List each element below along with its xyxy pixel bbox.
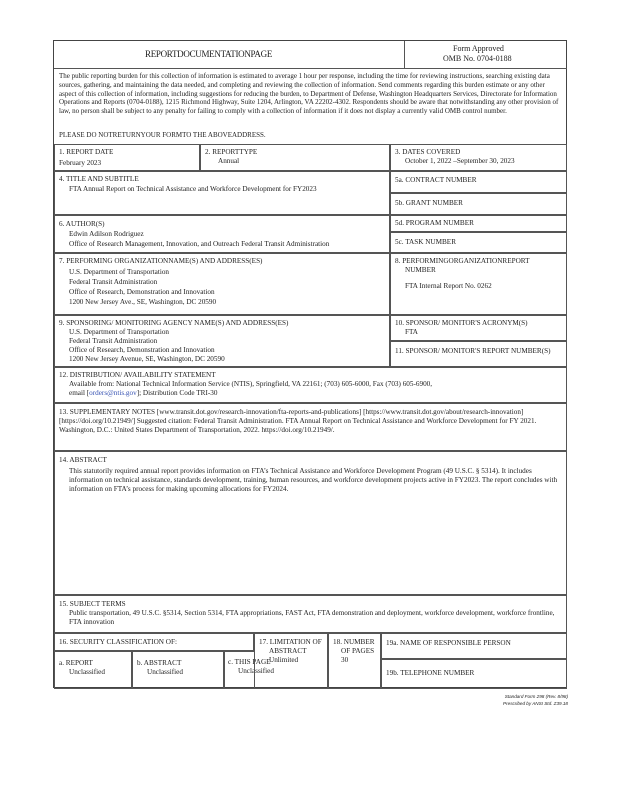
report-class-label: a. REPORT bbox=[59, 659, 93, 667]
field-report-date bbox=[54, 144, 200, 171]
title-subtitle-label: 4. TITLE AND SUBTITLE bbox=[59, 175, 139, 183]
field-report-type bbox=[200, 144, 390, 171]
email-prefix: email [ bbox=[69, 389, 90, 397]
abstract-label: 14. ABSTRACT bbox=[59, 456, 107, 464]
field-performing-organization bbox=[54, 253, 390, 315]
field-sponsor-report-number bbox=[390, 341, 567, 367]
task-number-label: 5c. TASK NUMBER bbox=[395, 238, 456, 246]
field-telephone-number bbox=[381, 659, 567, 689]
sponsoring-agency-line: U.S. Department of Transportation bbox=[69, 328, 170, 336]
performing-org-report-value: FTA Internal Report No. 0262 bbox=[405, 282, 492, 290]
authors-label: 6. AUTHOR(S) bbox=[59, 220, 105, 228]
form-title: REPORTDOCUMENTATIONPAGE bbox=[145, 49, 273, 59]
standard-form-number: Standard Form 298 (Rev. 8/98) bbox=[504, 694, 568, 699]
field-limitation-of-abstract bbox=[254, 633, 328, 689]
field-abstract-classification bbox=[132, 651, 224, 689]
subject-terms-label: 15. SUBJECT TERMS bbox=[59, 600, 126, 608]
sponsor-report-number-label: 11. SPONSOR/ MONITOR'S REPORT NUMBER(S) bbox=[395, 347, 551, 355]
field-supplementary-notes bbox=[54, 403, 567, 451]
sponsor-acronym-value: FTA bbox=[405, 328, 419, 336]
field-dates-covered bbox=[390, 144, 567, 171]
dates-covered-value: October 1, 2022 –September 30, 2023 bbox=[405, 157, 515, 165]
notice-caps-text: PLEASE DO NOTRETURNYOUR FORMTO THE ABOVEADDRESS. bbox=[59, 131, 266, 139]
report-date-label: 1. REPORT DATE bbox=[59, 148, 114, 156]
omb-number: OMB No. 0704-0188 bbox=[443, 54, 512, 63]
header-title-cell bbox=[54, 41, 404, 68]
header-omb-cell bbox=[404, 41, 567, 68]
sponsoring-agency-label: 9. SPONSORING/ MONITORING AGENCY NAME(S) AND ADDRESS(ES) bbox=[59, 319, 289, 327]
author-office: Office of Research Management, Innovation, and Outreach Federal Transit Administration bbox=[69, 240, 330, 248]
field-number-of-pages bbox=[328, 633, 381, 689]
dates-covered-label: 3. DATES COVERED bbox=[395, 148, 461, 156]
supplementary-notes-label: 13. SUPPLEMENTARY NOTES bbox=[59, 408, 155, 416]
limitation-label: 17. LIMITATION OF bbox=[259, 638, 322, 646]
field-sponsor-acronym bbox=[390, 315, 567, 341]
performing-org-label: 7. PERFORMING ORGANIZATIONNAME(S) AND ADDRESS(ES) bbox=[59, 257, 263, 265]
author-name: Edwin Adilson Rodriguez bbox=[69, 230, 144, 238]
number-of-pages-value: 30 bbox=[341, 656, 349, 664]
number-of-pages-label: 18. NUMBER bbox=[333, 638, 375, 646]
responsible-person-label: 19a. NAME OF RESPONSIBLE PERSON bbox=[386, 639, 511, 647]
email-suffix: ]; Distribution Code TRI-30 bbox=[136, 389, 218, 397]
security-classification-label: 16. SECURITY CLASSIFICATION OF: bbox=[59, 638, 177, 646]
report-date-value: February 2023 bbox=[59, 159, 102, 167]
sponsoring-agency-line: Federal Transit Administration bbox=[69, 337, 158, 345]
field-program-number bbox=[390, 215, 567, 232]
sponsoring-agency-line: 1200 New Jersey Avenue, SE, Washington, DC 20590 bbox=[69, 355, 225, 363]
abstract-class-label: b. ABSTRACT bbox=[137, 659, 182, 667]
report-class-value: Unclassified bbox=[69, 668, 105, 676]
field-performing-org-report-number bbox=[390, 253, 567, 315]
number-of-pages-label-2: OF PAGES bbox=[341, 647, 375, 655]
page-class-value: Unclassified bbox=[238, 667, 274, 675]
sponsoring-agency-line: Office of Research, Demonstration and Innovation bbox=[69, 346, 215, 354]
performing-org-line: Office of Research, Demonstration and Innovation bbox=[69, 288, 215, 296]
title-subtitle-value: FTA Annual Report on Technical Assistance and Workforce Development for FY2023 bbox=[69, 185, 317, 193]
ansi-prescription: Prescribed by ANSI Std. Z39.18 bbox=[503, 701, 568, 706]
page-class-label: c. THIS PAGE bbox=[228, 658, 271, 666]
report-documentation-form bbox=[53, 40, 567, 688]
program-number-label: 5d. PROGRAM NUMBER bbox=[395, 219, 474, 227]
field-title-subtitle bbox=[54, 171, 390, 215]
field-distribution-statement bbox=[54, 367, 567, 403]
report-type-value: Annual bbox=[218, 157, 240, 165]
field-responsible-person bbox=[381, 633, 567, 659]
performing-org-report-label: 8. PERFORMINGORGANIZATIONREPORT bbox=[395, 257, 530, 265]
field-abstract bbox=[54, 451, 567, 595]
field-sponsoring-agency bbox=[54, 315, 390, 367]
public-reporting-notice bbox=[54, 68, 567, 144]
limitation-value: Unlimited bbox=[269, 656, 299, 664]
performing-org-line: 1200 New Jersey Ave., SE, Washington, DC 20590 bbox=[69, 298, 217, 306]
supplementary-notes bbox=[59, 408, 559, 435]
abstract-class-value: Unclassified bbox=[147, 668, 183, 676]
field-page-classification bbox=[224, 651, 274, 689]
distribution-line: Available from: National Technical Information Service (NTIS), Springfield, VA 22161; (703) 605-6000, Fax (703) 605-6900, bbox=[69, 380, 433, 388]
field-subject-terms bbox=[54, 595, 567, 633]
distribution-email-line bbox=[69, 389, 217, 398]
field-grant-number bbox=[390, 193, 567, 215]
sponsor-acronym-label: 10. SPONSOR/ MONITOR'S ACRONYM(S) bbox=[395, 319, 528, 327]
report-type-label: 2. REPORTTYPE bbox=[205, 148, 258, 156]
ntis-email-link[interactable]: orders@ntis.gov bbox=[89, 389, 137, 397]
telephone-number-label: 19b. TELEPHONE NUMBER bbox=[386, 669, 475, 677]
grant-number-label: 5b. GRANT NUMBER bbox=[395, 199, 463, 207]
performing-org-line: U.S. Department of Transportation bbox=[69, 268, 170, 276]
form-approved-text: Form Approved bbox=[453, 44, 504, 53]
field-security-classification bbox=[54, 633, 254, 651]
contract-number-label: 5a. CONTRACT NUMBER bbox=[395, 176, 477, 184]
performing-org-report-label-2: NUMBER bbox=[405, 266, 436, 274]
field-report-classification bbox=[54, 651, 132, 689]
field-task-number bbox=[390, 232, 567, 253]
subject-terms-text: Public transportation, 49 U.S.C. §5314, Section 5314, FTA appropriations, FAST Act, FTA demonstration and deployment, workforce development, workforce frontline, FTA innovation bbox=[69, 609, 555, 626]
performing-org-line: Federal Transit Administration bbox=[69, 278, 158, 286]
notice-text: The public reporting burden for this collection of information is estimated to average 1 hour per response, including the time for reviewing instructions, searching existing data sources, gathering, and maintaining the data needed, and completing and reviewing the collection of information. Send comments regarding this burden estimate or any other aspect of this collection of information, including suggestions for reducing the burden, to Department of Defense, Washington Headquarters Services, Directorate for Information Operations and Reports (0704-0188), 1215 Richmond Highway, Suite 1204, Arlington, VA 22202-4302. Respondents should be aware that notwithstanding any other provision of law, no person shall be subject to any penalty for failing to comply with a collection of information if it does not display a currently valid OMB control number. bbox=[59, 72, 559, 116]
limitation-label-2: ABSTRACT bbox=[269, 647, 307, 655]
abstract-text: This statutorily required annual report provides information on FTA’s Technical Assistance and Workforce Development Program (49 U.S.C. § 5314). It includes information on technical assistance, standards development, training, human resources, and workforce development projects active in FY2023. The report concludes with information on FTA’s process for making upcoming allocations for FY2024. bbox=[69, 467, 558, 493]
field-contract-number bbox=[390, 171, 567, 193]
distribution-label: 12. DISTRIBUTION/ AVAILABILITY STATEMENT bbox=[59, 371, 216, 379]
field-authors bbox=[54, 215, 390, 253]
supplementary-notes-text: [www.transit.dot.gov/research-innovation/fta-reports-and-publications] [https://www.transit.dot.gov/about/research-innovation] [https://doi.org/10.21949/] Suggested citation: Federal Transit Administration. FTA Annual Report on Technical Assistance and Workforce Development for FY 2021. Washington, D.C.: United States Department of Transportation, 2022. https://doi.org/10.21949/. bbox=[59, 408, 537, 434]
